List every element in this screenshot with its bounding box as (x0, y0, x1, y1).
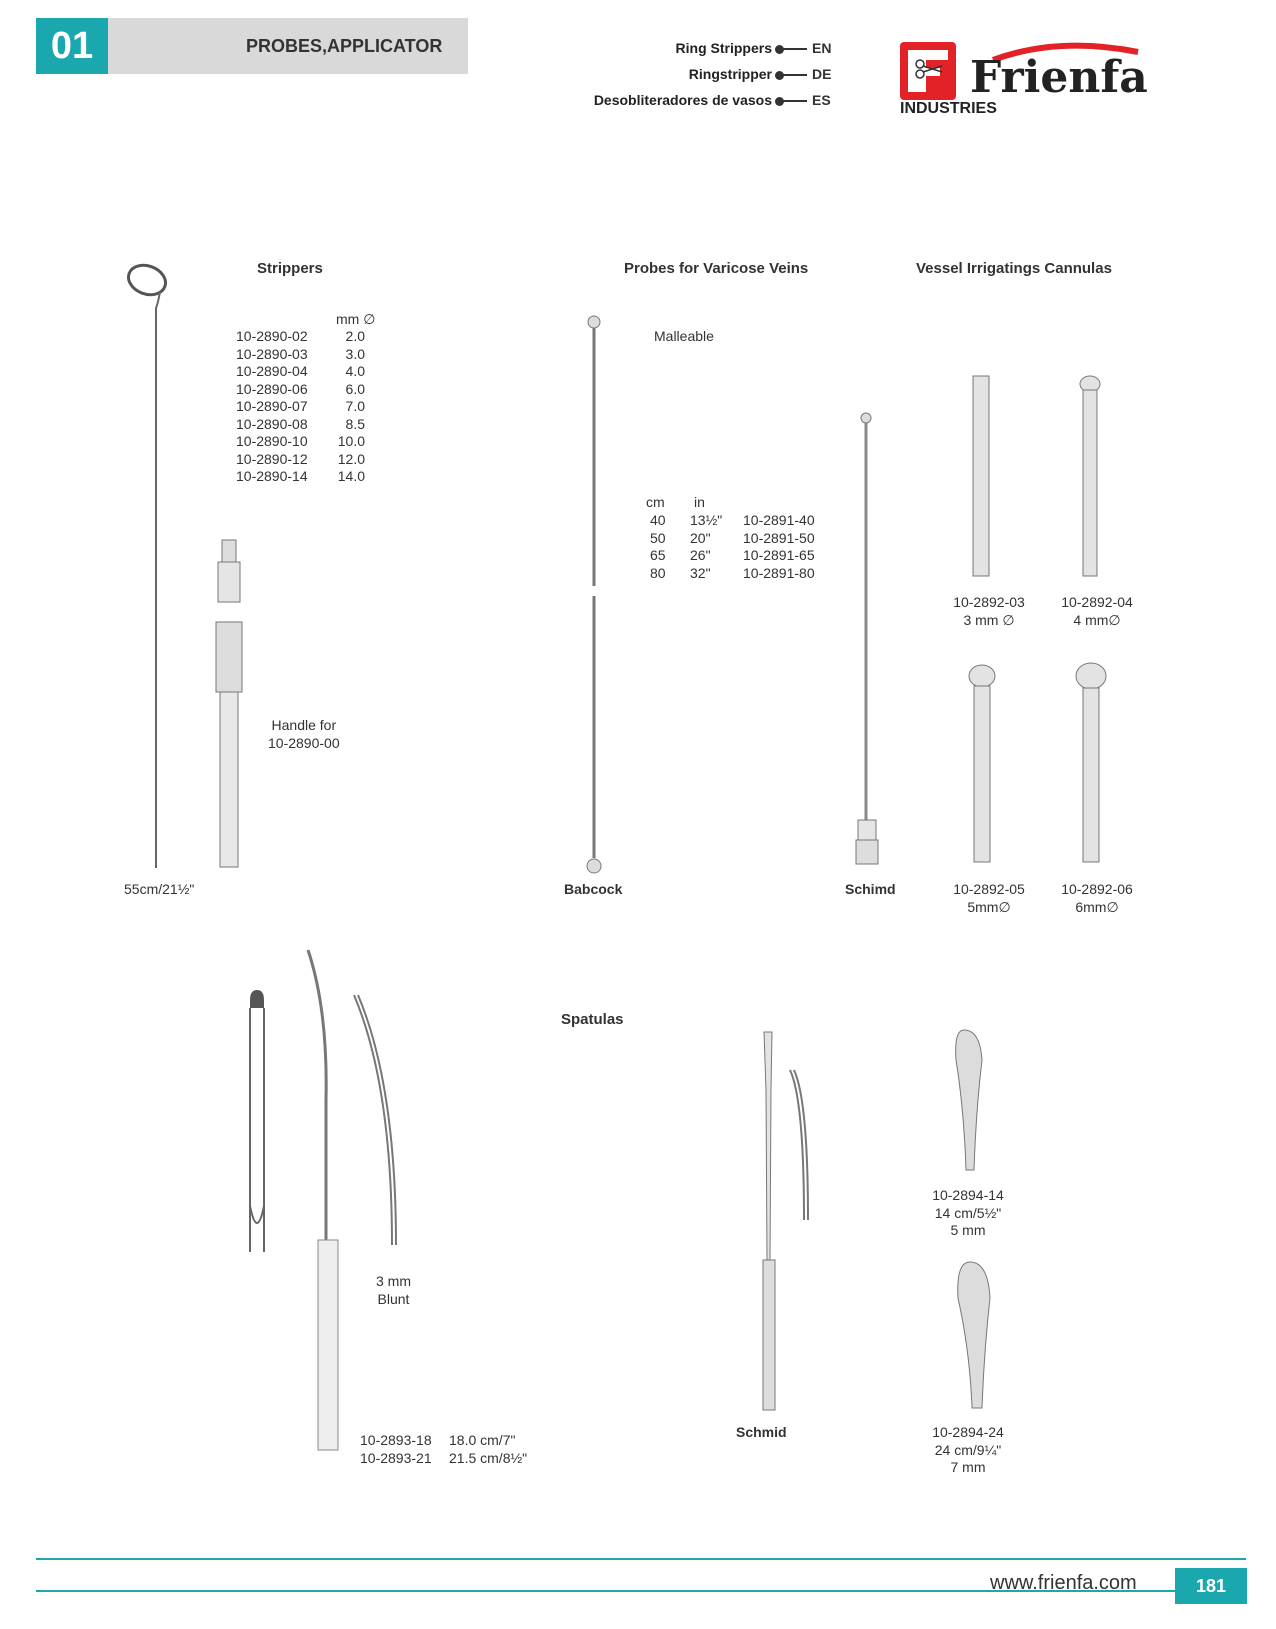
cannula-size: 6mm∅ (1075, 898, 1119, 915)
varicose-in: 26" (690, 547, 711, 563)
spatula-length: 14 cm/5½" (934, 1204, 1002, 1221)
blunt-text: Blunt (377, 1290, 410, 1307)
schimd-label: Schimd (845, 881, 896, 897)
varicose-cm: 50 (650, 529, 666, 546)
section-title: PROBES,APPLICATOR (246, 36, 443, 56)
connector-line (780, 48, 807, 50)
stripper-size: 10.0 (337, 433, 365, 449)
stripper-size: 4.0 (345, 363, 365, 379)
spatula-code: 10-2894-14 (932, 1187, 1004, 1203)
cannula-code: 10-2892-06 (1061, 881, 1133, 897)
ring-stripper-illustration (120, 258, 180, 878)
malleable-label: Malleable (654, 328, 714, 344)
stripper-size: 7.0 (345, 398, 365, 414)
connector-line (780, 74, 807, 76)
stripper-size: 2.0 (345, 328, 365, 344)
varicose-cm: 40 (650, 512, 666, 528)
stripper-handle-illustration (210, 540, 250, 870)
handle-label-line2: 10-2890-00 (268, 734, 340, 751)
cannula-size: 4 mm∅ (1073, 611, 1121, 628)
varicose-cm-list (650, 512, 666, 582)
curved-probe-tip-illustration (352, 995, 402, 1255)
brand-sub: INDUSTRIES (900, 100, 997, 117)
blunt-size: 3 mm (376, 1273, 411, 1289)
stripper-size: 3.0 (345, 345, 365, 362)
spatula-7mm-illustration (948, 1262, 1008, 1412)
cannula-5mm-illustration (966, 660, 1000, 866)
handle-label (268, 717, 340, 752)
babcock-probe-illustration (580, 314, 610, 874)
varicose-in: 32" (690, 564, 711, 581)
varicose-code: 10-2891-65 (743, 547, 815, 563)
spatula-code: 10-2894-24 (932, 1424, 1004, 1440)
varicose-code: 10-2891-40 (743, 512, 815, 528)
schmid-spatula-illustration (760, 1030, 820, 1420)
stripper-code: 10-2890-06 (236, 380, 308, 397)
spatula-length: 24 cm/9¼" (934, 1441, 1002, 1458)
strippers-size-list (330, 328, 365, 486)
cannula-item (1045, 594, 1149, 629)
stripper-code: 10-2890-02 (236, 328, 308, 344)
schmid-label: Schmid (736, 1424, 787, 1440)
probe-size: 21.5 cm/8½" (449, 1449, 528, 1466)
brand-name: Frienfa (970, 52, 1148, 103)
stripper-size: 14.0 (337, 468, 365, 484)
strippers-code-list (236, 328, 308, 486)
schimd-probe-illustration (852, 410, 892, 870)
probe-code-list (360, 1432, 432, 1467)
varicose-cm: 80 (650, 564, 666, 581)
probe-size-list (449, 1432, 527, 1467)
cannula-6mm-illustration (1074, 660, 1110, 866)
cannula-size: 3 mm ∅ (963, 611, 1015, 628)
spatula-width: 7 mm (950, 1459, 986, 1475)
language-de-code: DE (812, 66, 832, 82)
stripper-code: 10-2890-04 (236, 363, 308, 379)
varicose-code: 10-2891-80 (743, 564, 815, 581)
stripper-size: 6.0 (345, 380, 365, 397)
probe-size: 18.0 cm/7" (449, 1432, 516, 1448)
cannula-code: 10-2892-04 (1061, 594, 1133, 610)
stripper-code: 10-2890-14 (236, 468, 308, 484)
language-es-code: ES (812, 92, 831, 108)
brand-logo (898, 38, 1178, 122)
handle-label-line1: Handle for (271, 717, 337, 733)
blunt-label (376, 1273, 411, 1308)
spatula-width: 5 mm (950, 1222, 986, 1238)
stripper-code: 10-2890-03 (236, 345, 308, 362)
strippers-unit-header: mm ∅ (336, 311, 376, 327)
language-es-name: Desobliteradores de vasos (593, 92, 772, 108)
varicose-code: 10-2891-50 (743, 529, 815, 546)
cannula-code: 10-2892-05 (953, 881, 1025, 897)
section-number: 01 (36, 18, 108, 74)
varicose-in-list (690, 512, 722, 582)
language-list (560, 40, 850, 120)
varicose-in: 20" (690, 529, 711, 546)
stripper-length: 55cm/21½" (124, 881, 195, 897)
curved-probe-illustration (304, 950, 344, 1460)
stripper-code: 10-2890-07 (236, 398, 308, 414)
cannula-item (1045, 881, 1149, 916)
spatula-item (918, 1424, 1018, 1477)
language-de-name: Ringstripper (688, 66, 772, 82)
connector-line (780, 100, 807, 102)
strippers-heading: Strippers (257, 260, 323, 277)
varicose-cm: 65 (650, 547, 666, 563)
varicose-in: 13½" (690, 512, 723, 528)
babcock-label: Babcock (564, 881, 623, 897)
cannula-item (937, 594, 1041, 629)
spatulas-heading: Spatulas (561, 1011, 624, 1028)
stripper-code: 10-2890-08 (236, 415, 308, 432)
cannula-size: 5mm∅ (967, 898, 1011, 915)
cannulas-heading: Vessel Irrigatings Cannulas (916, 260, 1112, 277)
spatula-5mm-illustration (946, 1030, 996, 1180)
spatula-item (918, 1187, 1018, 1240)
probe-code: 10-2893-21 (360, 1449, 432, 1466)
col-cm-header: cm (646, 494, 665, 510)
varicose-code-list (743, 512, 815, 582)
varicose-heading: Probes for Varicose Veins (624, 260, 809, 277)
stripper-size: 12.0 (337, 450, 365, 467)
language-en-name: Ring Strippers (675, 40, 772, 56)
blunt-probe-tip-illustration (244, 990, 274, 1260)
col-in-header: in (694, 494, 705, 510)
cannula-4mm-illustration (1076, 372, 1106, 582)
stripper-size: 8.5 (345, 415, 365, 432)
probe-code: 10-2893-18 (360, 1432, 432, 1448)
page-number: 181 (1175, 1568, 1247, 1604)
website-link[interactable]: www.frienfa.com (990, 1572, 1137, 1594)
stripper-code: 10-2890-10 (236, 433, 308, 449)
cannula-code: 10-2892-03 (953, 594, 1025, 610)
footer-top-line (36, 1558, 1246, 1560)
language-en-code: EN (812, 40, 832, 56)
cannula-3mm-illustration (968, 372, 998, 582)
cannula-item (937, 881, 1041, 916)
stripper-code: 10-2890-12 (236, 450, 308, 467)
